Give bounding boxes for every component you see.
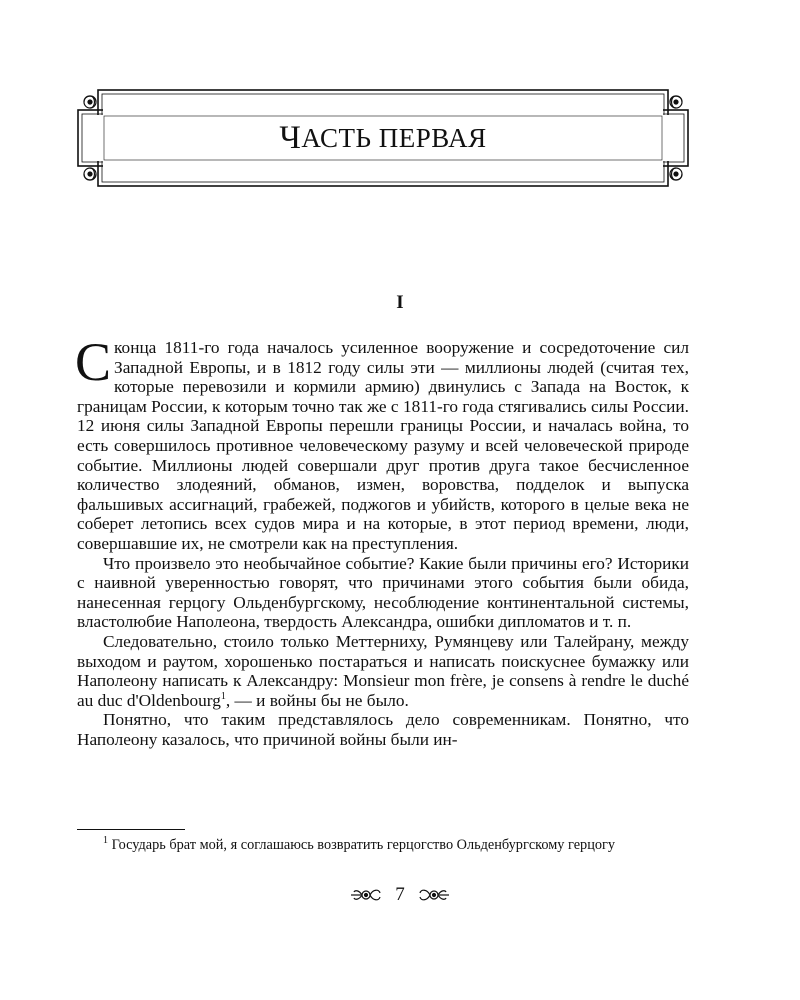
- paragraph-2: Что произвело это необычайное событие? Какие были причины его? Историки с наивной уверенностью говорят, что причинами этого события были обида, нанесенная герцогу Ольденбургскому, несоблюдение континентальной системы, властолюбие Наполеона, твердость Александра, ошибки дипломатов и т. п.: [77, 553, 689, 632]
- page-number: 7: [395, 884, 405, 905]
- part-title: [74, 86, 692, 190]
- drop-cap: С: [75, 332, 112, 392]
- ornament-left-icon: [349, 887, 383, 903]
- chapter-number: I: [396, 292, 404, 313]
- footnote-text: Государь брат мой, я соглашаюсь возвратить герцогство Ольденбургскому герцогу: [111, 837, 616, 853]
- ornament-right-icon: [417, 887, 451, 903]
- footnote-divider: [77, 829, 185, 830]
- body-text: [75, 332, 689, 749]
- paragraph-1: Сконца 1811-го года началось усиленное вооружение и сосредоточение сил Западной Европы, и в 1812 году силы эти — миллионы людей (считая тех, которые перевозили и кормили армию) двинулись с Запада на Восток, к границам России, к которым точно так же с 1811-го года стягивались силы России. 12 июня силы Западной Европы перешли границы России, и началась война, то есть совершилось противное человеческому разуму и всей человеческой природе событие. Миллионы людей совершали друг против друга такое бесчисленное количество злодеяний, обманов, измен, воровства, подделок и выпуска фальшивых ассигнаций, грабежей, поджогов и убийств, которого в целые века не соберет летопись всех судов мира и на которые, в этот период времени, люди, совершавшие их, не смотрели как на преступления.: [75, 332, 689, 553]
- part-title-frame: [74, 86, 692, 190]
- paragraph-3: Следовательно, стоило только Меттерниху, Румянцеву или Талейрану, между выходом и раутом, хорошенько постараться и написать поискуснее бумажку или Наполеону написать к Александру: Monsieur mon frère, je consens à rendre le duché au duc d'Oldenbourg$^1$, — и войны бы не было.: [77, 631, 689, 710]
- footnote-ref[interactable]: 1: [220, 690, 226, 702]
- page-footer: [0, 884, 800, 906]
- footnote-number: 1: [103, 835, 108, 847]
- footnote: [77, 836, 689, 854]
- paragraph-4: Понятно, что таким представлялось дело современникам. Понятно, что Наполеону казалось, что причиной войны были ин-: [77, 710, 689, 749]
- part-title-rest: АСТЬ ПЕРВАЯ: [301, 122, 487, 153]
- part-title-initial: Ч: [279, 119, 302, 156]
